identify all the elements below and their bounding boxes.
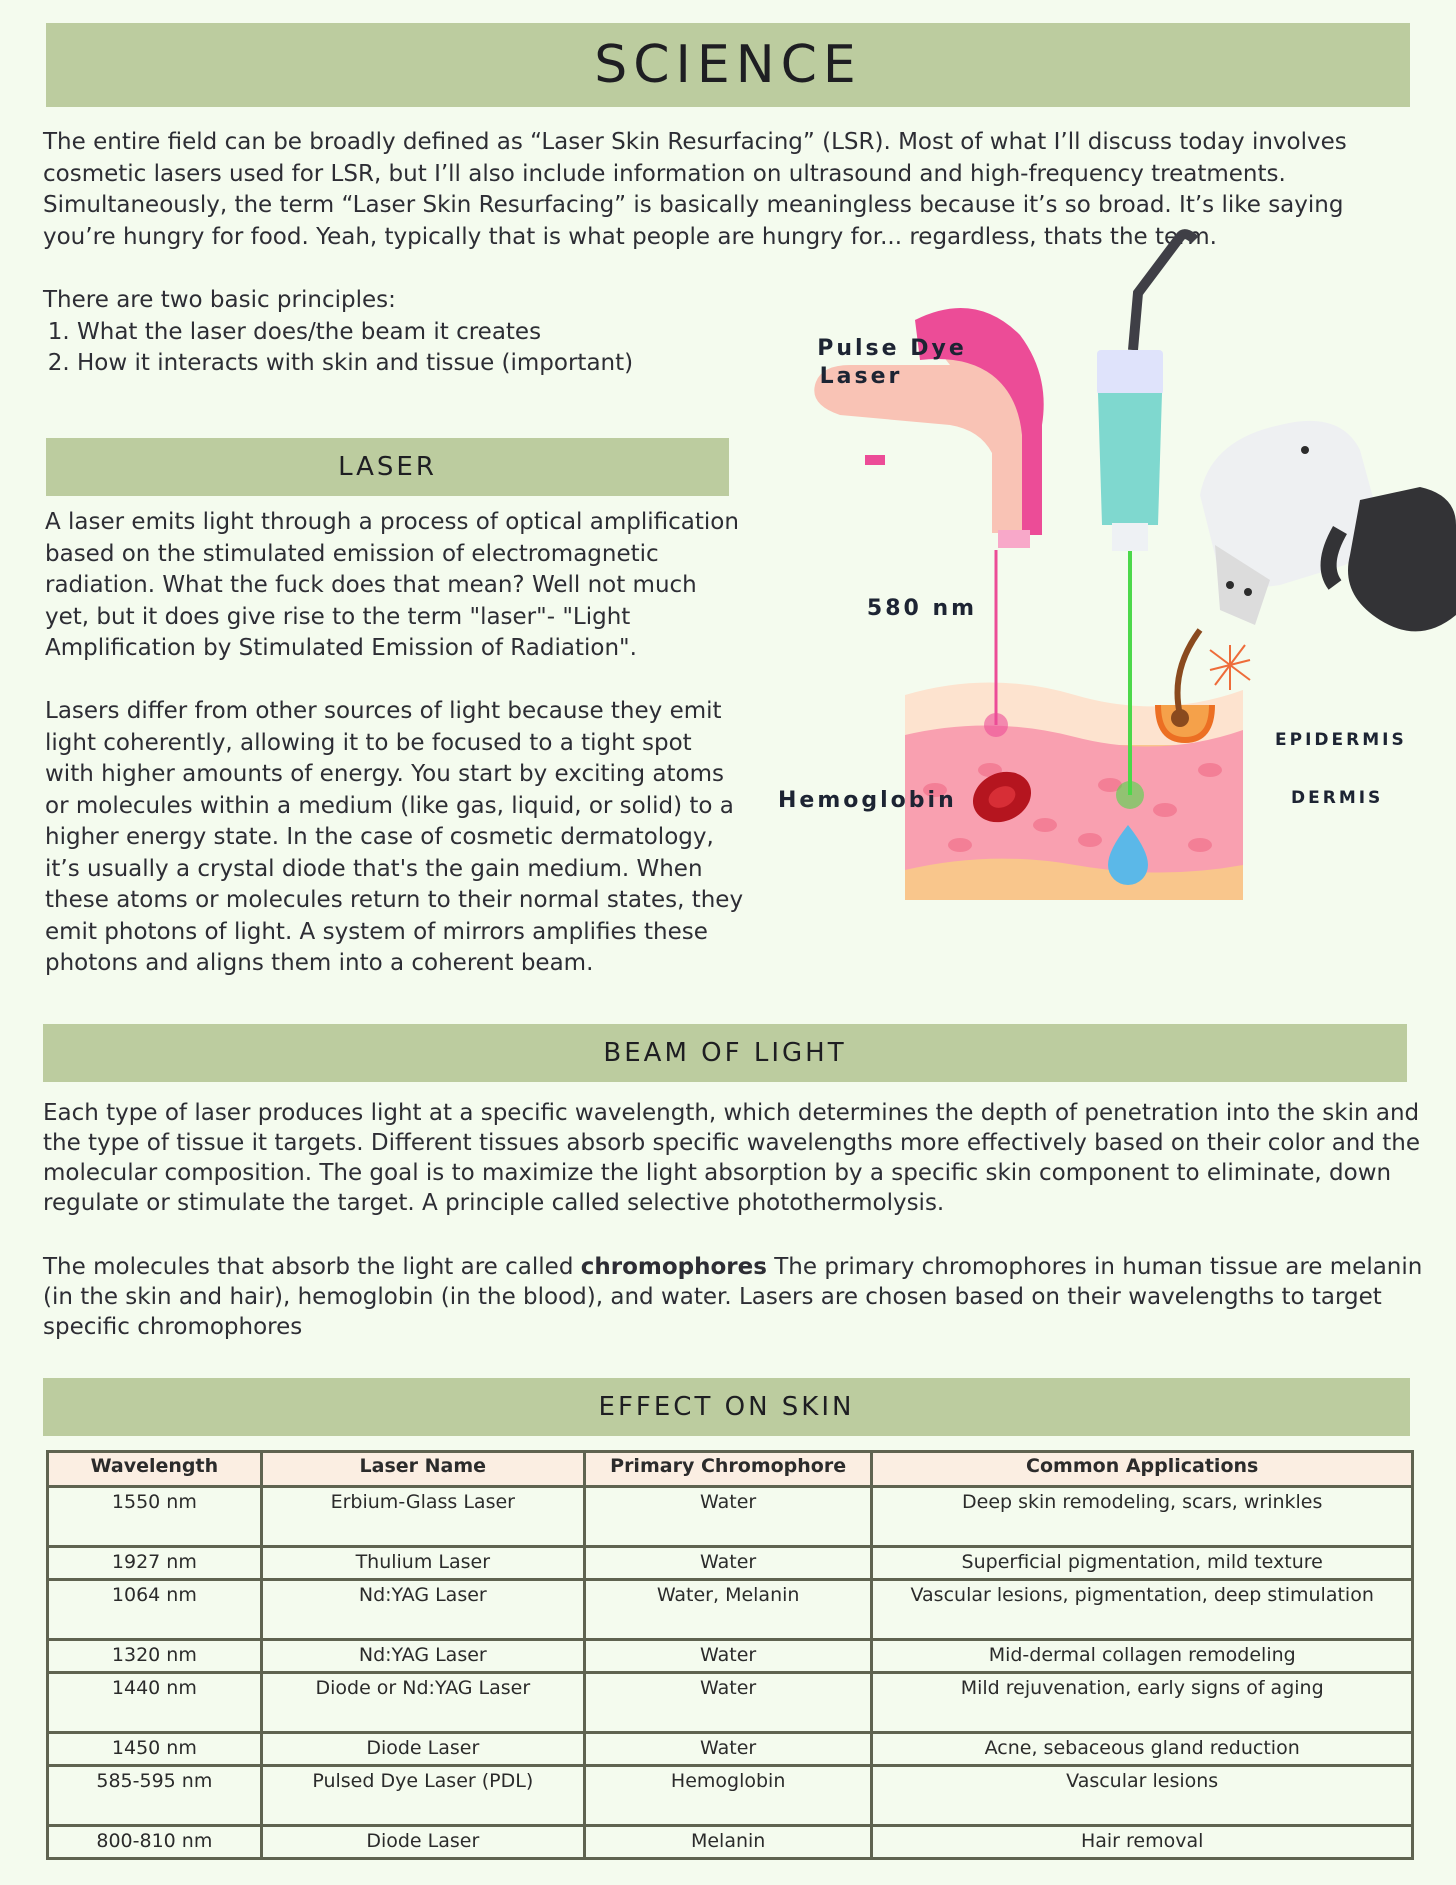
header-laser-name: Laser Name [261, 1452, 584, 1487]
beam-paragraph-1: Each type of laser produces light at a specific wavelength, which determines the depth of penetration into the skin and the type of tissue it targets. Different tissues absorb specific wavelengths more effectively based on their color and the molecular composition. The goal is to maximize the light absorption by a specific skin component to eliminate, down regulate or stimulate the target. A principle called selective photothermolysis. [43, 1100, 1421, 1216]
beam-p2-after: The primary chromophores in human tissue are melanin (in the skin and hair), hemoglobin (in the blood), and water. Lasers are chosen based on their wavelengths to target specific chromophores [43, 1254, 1423, 1340]
cell-wavelength: 1440 nm [48, 1673, 262, 1733]
cell-wavelength: 800-810 nm [48, 1826, 262, 1859]
cell-wavelength: 1927 nm [48, 1547, 262, 1580]
white-handpiece [1200, 421, 1376, 625]
label-dermis: DERMIS [1291, 788, 1384, 808]
laser-paragraph-2: Lasers differ from other sources of light because they emit light coherently, allowing it to be focused to a tight spot with higher amounts of energy. You start by exciting atoms or molecules within a medium (like gas, liquid, or solid) to a higher energy state. In the case of cosmetic dermatology, it’s usually a crystal diode that's the gain medium. When these atoms or molecules return to their normal states, they emit photons of light. A system of mirrors amplifies these photons and aligns them into a coherent beam. [45, 698, 744, 976]
header-common-applications: Common Applications [872, 1452, 1413, 1487]
cell-applications: Acne, sebaceous gland reduction [872, 1733, 1413, 1766]
header-wavelength: Wavelength [48, 1452, 262, 1487]
cell-laser-name: Erbium-Glass Laser [261, 1487, 584, 1547]
laser-skin-illustration [760, 225, 1456, 925]
cell-applications: Vascular lesions [872, 1766, 1413, 1826]
cell-laser-name: Thulium Laser [261, 1547, 584, 1580]
principles-block [43, 285, 743, 380]
table-row [48, 1733, 1413, 1766]
principle-item: 1. What the laser does/the beam it creates [77, 317, 743, 349]
cell-applications: Vascular lesions, pigmentation, deep stimulation [872, 1580, 1413, 1640]
cell-laser-name: Diode Laser [261, 1733, 584, 1766]
effect-table [46, 1450, 1414, 1860]
cell-chromophore: Melanin [584, 1826, 872, 1859]
table-row [48, 1826, 1413, 1859]
cell-laser-name: Nd:YAG Laser [261, 1580, 584, 1640]
effect-heading: EFFECT ON SKIN [43, 1378, 1410, 1436]
cell-laser-name: Pulsed Dye Laser (PDL) [261, 1766, 584, 1826]
principles-intro: There are two basic principles: [43, 287, 396, 313]
pink-beam-glow [984, 713, 1008, 737]
table-row [48, 1487, 1413, 1547]
cell-laser-name: Nd:YAG Laser [261, 1640, 584, 1673]
teal-handpiece [1097, 234, 1195, 551]
cell-wavelength: 1320 nm [48, 1640, 262, 1673]
table-row [48, 1580, 1413, 1640]
table-header-row [48, 1452, 1413, 1487]
label-pulse-dye: Pulse Dye [817, 336, 967, 361]
cell-wavelength: 1064 nm [48, 1580, 262, 1640]
label-epidermis: EPIDERMIS [1275, 730, 1407, 750]
principles-list [43, 317, 743, 380]
cell-applications: Deep skin remodeling, scars, wrinkles [872, 1487, 1413, 1547]
label-hemoglobin: Hemoglobin [778, 788, 957, 813]
laser-heading: LASER [46, 438, 729, 496]
label-laser: Laser [819, 364, 903, 389]
intro-paragraph: The entire field can be broadly defined as “Laser Skin Resurfacing” (LSR). Most of what I’ll discuss today involves cosmetic lasers used for LSR, but I’ll also include information on ultrasound and high-frequency treatments. Simultaneously, the term “Laser Skin Resurfacing” is basically meaningless because it’s so broad. It’s like saying you’re hungry for food. Yeah, typically that is what people are hungry for... regardless, thats the term. [43, 129, 1347, 250]
cell-wavelength: 1450 nm [48, 1733, 262, 1766]
hair-follicle-icon [1158, 630, 1212, 740]
cell-laser-name: Diode or Nd:YAG Laser [261, 1673, 584, 1733]
page-title: SCIENCE [46, 23, 1410, 107]
cell-chromophore: Water [584, 1547, 872, 1580]
chromophores-term: chromophores [580, 1254, 767, 1280]
cell-chromophore: Water, Melanin [584, 1580, 872, 1640]
cell-wavelength: 585-595 nm [48, 1766, 262, 1826]
cell-chromophore: Water [584, 1640, 872, 1673]
principle-item: 2. How it interacts with skin and tissue (important) [77, 348, 743, 380]
green-beam-glow [1116, 781, 1144, 809]
cell-chromophore: Water [584, 1673, 872, 1733]
beam-p2-before: The molecules that absorb the light are called [43, 1254, 581, 1280]
label-580nm: 580 nm [866, 596, 978, 621]
cell-applications: Mid-dermal collagen remodeling [872, 1640, 1413, 1673]
laser-burst-icon [1210, 645, 1250, 690]
table-row [48, 1673, 1413, 1733]
cell-applications: Superficial pigmentation, mild texture [872, 1547, 1413, 1580]
cell-applications: Mild rejuvenation, early signs of aging [872, 1673, 1413, 1733]
beam-heading: BEAM OF LIGHT [43, 1024, 1407, 1082]
cell-chromophore: Water [584, 1487, 872, 1547]
table-row [48, 1640, 1413, 1673]
laser-paragraph-1: A laser emits light through a process of optical amplification based on the stimulated emission of electromagnetic radiation. What the fuck does that mean? Well not much yet, but it does give rise to the term "laser"- "Light Amplification by Stimulated Emission of Radiation". [45, 509, 739, 661]
cell-laser-name: Diode Laser [261, 1826, 584, 1859]
cell-applications: Hair removal [872, 1826, 1413, 1859]
beam-paragraph-2 [43, 1252, 1423, 1342]
cell-chromophore: Water [584, 1733, 872, 1766]
cell-wavelength: 1550 nm [48, 1487, 262, 1547]
header-primary-chromophore: Primary Chromophore [584, 1452, 872, 1487]
cell-chromophore: Hemoglobin [584, 1766, 872, 1826]
table-row [48, 1547, 1413, 1580]
table-row [48, 1766, 1413, 1826]
